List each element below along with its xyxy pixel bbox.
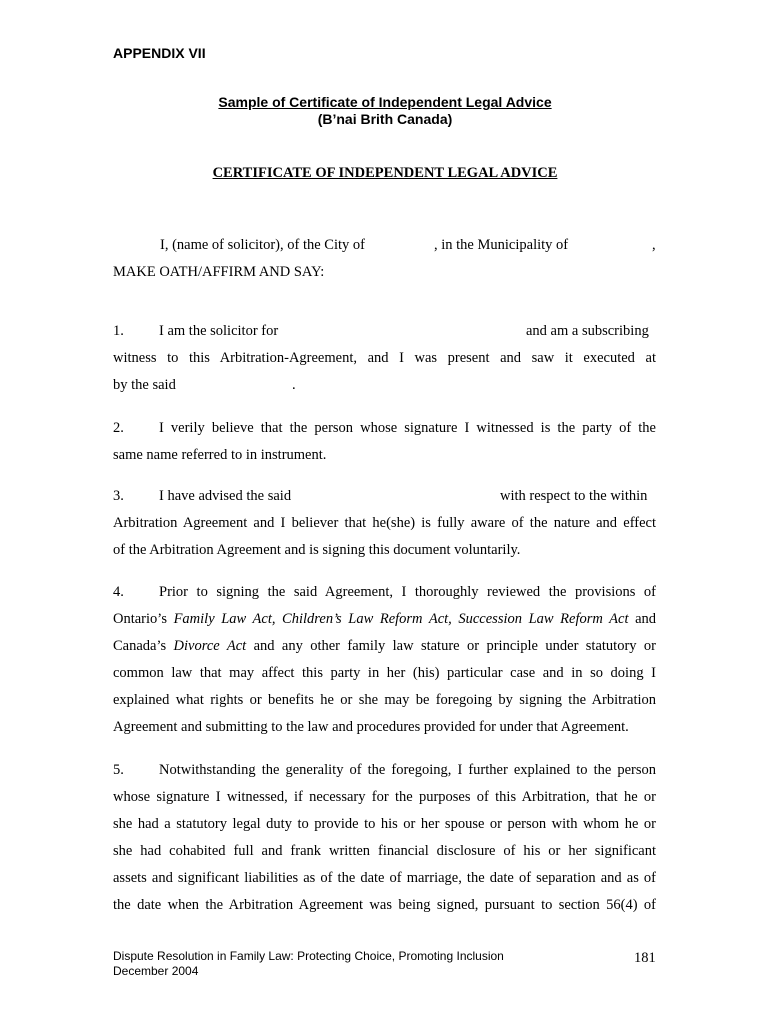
intro-text-2: , in the Municipality of (434, 237, 569, 253)
paragraph-text: by the said (113, 377, 176, 393)
paragraph-text: whose signature I witnessed, if necessary for the purposes of this Arbitration, that he or (113, 789, 656, 805)
paragraph-text-part: Ontario’s (113, 611, 167, 627)
intro-oath-line: MAKE OATH/AFFIRM AND SAY: (113, 264, 325, 280)
certificate-heading: CERTIFICATE OF INDEPENDENT LEGAL ADVICE (212, 165, 558, 181)
paragraph-text: of the Arbitration Agreement and is signing this document voluntarily. (113, 542, 521, 558)
paragraph-text: same name referred to in instrument. (113, 447, 327, 463)
paragraph-text: Arbitration Agreement and I believer that he(she) is fully aware of the nature and effect (113, 515, 656, 531)
paragraph-text: assets and significant liabilities as of the date of marriage, the date of separation and as of (113, 870, 656, 886)
page-number: 181 (634, 950, 656, 966)
paragraph-text: I have advised the said (159, 488, 292, 504)
paragraph-text: explained what rights or benefits he or she may be foregoing by signing the Arbitration (113, 692, 656, 708)
paragraph-text: she had a statutory legal duty to provide to his or her spouse or person with whom he or (113, 816, 656, 832)
paragraph-text-part: and any other family law stature or principle under statutory or (253, 638, 656, 654)
intro-text-1: I, (name of solicitor), of the City of (160, 237, 365, 253)
paragraph-text: I am the solicitor for (159, 323, 279, 339)
paragraph-number: 5. (113, 762, 124, 778)
paragraph-text: witness to this Arbitration-Agreement, and I was present and saw it executed at (113, 350, 656, 366)
paragraph-text: common law that may affect this party in her (his) particular case and in so doing I (113, 665, 656, 681)
page-footer (113, 949, 504, 979)
paragraph-number: 4. (113, 584, 124, 600)
paragraph-text: Agreement and submitting to the law and procedures provided for under that Agreement. (113, 719, 629, 735)
paragraph-text (113, 611, 656, 628)
paragraph-text: . (292, 377, 296, 393)
paragraph-text: she had cohabited full and frank written financial disclosure of his or her significant (113, 843, 656, 859)
paragraph-text: Notwithstanding the generality of the foregoing, I further explained to the person (159, 762, 656, 778)
paragraph-text: Prior to signing the said Agreement, I thoroughly reviewed the provisions of (159, 584, 656, 600)
footer-title: Dispute Resolution in Family Law: Protecting Choice, Promoting Inclusion (113, 949, 504, 963)
paragraph-text: and am a subscribing (526, 323, 649, 339)
paragraph-text: the date when the Arbitration Agreement was being signed, pursuant to section 56(4) of (113, 897, 656, 913)
footer-date: December 2004 (113, 964, 199, 978)
intro-text-3: , (652, 237, 656, 253)
act-name-italic: Divorce Act (173, 638, 247, 654)
paragraph-number: 1. (113, 323, 124, 339)
paragraph-number: 2. (113, 420, 124, 436)
document-subtitle: (B’nai Brith Canada) (317, 111, 453, 127)
act-names-italic: Family Law Act, Children’s Law Reform Act, Succession Law Reform Act (173, 611, 629, 627)
document-title: Sample of Certificate of Independent Legal Advice (218, 94, 552, 110)
paragraph-text: I verily believe that the person whose signature I witnessed is the party of the (159, 420, 656, 436)
paragraph-number: 3. (113, 488, 124, 504)
paragraph-text-part: and (635, 611, 657, 627)
paragraph-text (113, 638, 656, 655)
paragraph-text: with respect to the within (500, 488, 648, 504)
appendix-label: APPENDIX VII (113, 45, 206, 61)
paragraph-text-part: Canada’s (113, 638, 167, 654)
